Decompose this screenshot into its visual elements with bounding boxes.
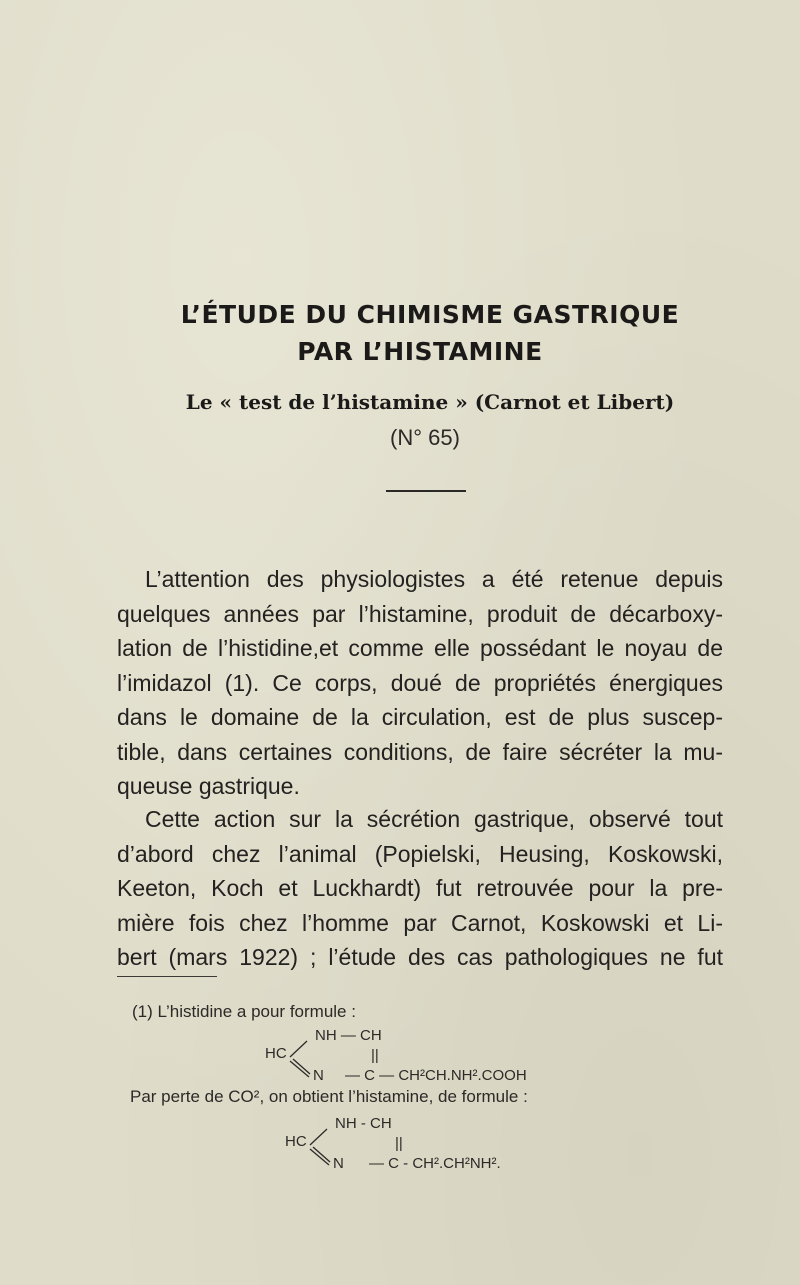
footnote-separator: [117, 976, 217, 977]
paragraph-line: mière fois chez l’homme par Carnot, Koskowski et Li-: [117, 909, 723, 936]
paragraph-line: lation de l’histidine,et comme elle possédant le noyau de: [117, 635, 723, 661]
formula-top: NH — CH: [315, 1027, 382, 1044]
chapter-title-line-2: PAR L’HISTAMINE: [297, 337, 543, 366]
footnote-line-1: (1) L’histidine a pour formule :: [132, 1002, 356, 1021]
paragraph-line: d’abord chez l’animal (Popielski, Heusing, Koskowski,: [117, 840, 723, 867]
paragraph-1: [117, 562, 723, 804]
histidine-formula: [265, 1027, 565, 1089]
paragraph-2: [117, 802, 723, 975]
formula-hc: HC: [285, 1133, 307, 1150]
paragraph-line: bert (mars 1922) ; l’étude des cas pathologiques ne fut: [117, 944, 723, 970]
paragraph-line: L’attention des physiologistes a été retenue depuis: [145, 566, 723, 592]
paragraph-line: tible, dans certaines conditions, de faire sécréter la mu-: [117, 738, 723, 765]
formula-top: NH - CH: [335, 1115, 392, 1132]
formula-bond-lines: [305, 1119, 335, 1175]
histamine-formula: [285, 1115, 545, 1177]
formula-double-bond: ||: [371, 1047, 379, 1064]
paragraph-line: Cette action sur la sécrétion gastrique, observé tout: [145, 806, 723, 832]
formula-bottom-rest: — C — CH²CH.NH².COOH: [345, 1067, 527, 1084]
chapter-number: (N° 65): [390, 425, 460, 450]
paragraph-line: quelques années par l’histamine, produit de décarboxy-: [117, 600, 723, 627]
footnote-line-2: Par perte de CO², on obtient l’histamine, de formule :: [130, 1087, 528, 1106]
formula-double-bond: ||: [395, 1135, 403, 1152]
formula-bond-lines: [285, 1031, 315, 1087]
formula-bottom-rest: — C - CH².CH²NH².: [369, 1155, 501, 1172]
paragraph-line: dans le domaine de la circulation, est de plus suscep-: [117, 704, 723, 730]
paragraph-line: queuse gastrique.: [117, 773, 300, 799]
formula-hc: HC: [265, 1045, 287, 1062]
chapter-title-line-1: L’ÉTUDE DU CHIMISME GASTRIQUE: [180, 300, 680, 329]
paragraph-line: l’imidazol (1). Ce corps, doué de propriétés énergiques: [117, 669, 723, 696]
formula-bottom-n: N: [333, 1155, 344, 1172]
paragraph-line: Keeton, Koch et Luckhardt) fut retrouvée pour la pre-: [117, 875, 723, 901]
chapter-subtitle: Le « test de l’histamine » (Carnot et Libert): [185, 390, 675, 414]
formula-bottom-n: N: [313, 1067, 324, 1084]
title-separator: [386, 490, 466, 492]
